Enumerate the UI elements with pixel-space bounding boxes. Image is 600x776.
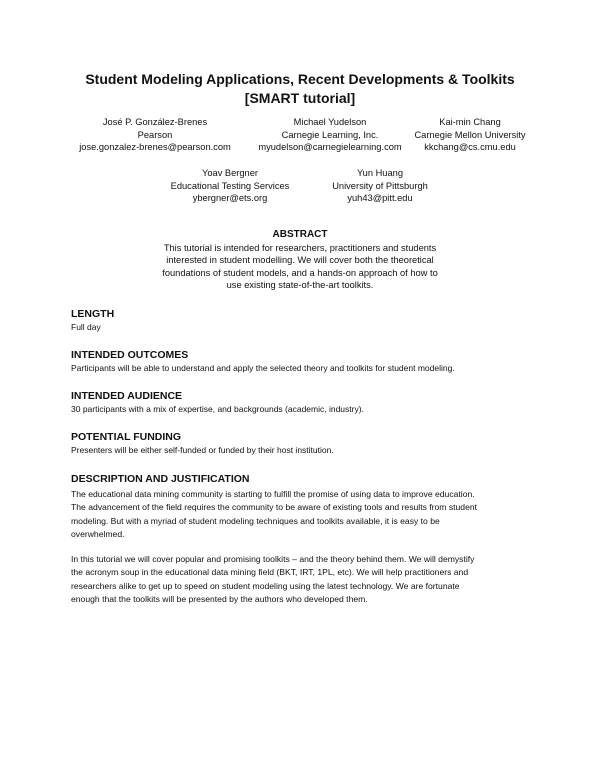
section-heading: LENGTH xyxy=(71,308,115,320)
author-name: Michael Yudelson xyxy=(293,117,367,127)
paragraph-line: overwhelmed. xyxy=(71,528,125,539)
author-affiliation: University of Pittsburgh xyxy=(332,180,428,191)
abstract-line: foundations of student models, and a hands-on approach of how to xyxy=(162,267,438,278)
title-line-1: Student Modeling Applications, Recent Developments & Toolkits xyxy=(85,71,515,87)
author-email: ybergner@ets.org xyxy=(192,193,268,203)
author-name: José P. González-Brenes xyxy=(102,117,208,127)
paragraph-line: The advancement of the field requires the community to be aware of existing tools and results from student xyxy=(71,502,478,513)
abstract-heading: ABSTRACT xyxy=(272,229,328,240)
abstract-line: This tutorial is intended for researchers, practitioners and students xyxy=(163,243,437,253)
description-paragraph-2 xyxy=(71,553,531,606)
author-block xyxy=(75,116,235,154)
author-affiliation: Pearson xyxy=(137,129,173,140)
section-heading: POTENTIAL FUNDING xyxy=(71,431,182,443)
author-block xyxy=(405,116,535,154)
author-email: myudelson@carnegielearning.com xyxy=(258,142,402,152)
author-name: Kai-min Chang xyxy=(439,117,501,127)
section-text: Participants will be able to understand and apply the selected theory and toolkits for student modeling. xyxy=(71,363,455,373)
author-block xyxy=(150,167,310,205)
abstract-line: use existing state-of-the-art toolkits. xyxy=(226,279,374,290)
author-affiliation: Carnegie Mellon University xyxy=(414,129,526,140)
author-email: jose.gonzalez-brenes@pearson.com xyxy=(79,142,231,152)
paper-title xyxy=(0,70,600,108)
author-name: Yoav Bergner xyxy=(202,168,258,178)
section-heading: INTENDED AUDIENCE xyxy=(71,390,183,402)
paragraph-line: The educational data mining community is starting to fulfill the promise of using data to improve education. xyxy=(71,489,475,499)
section-text: Presenters will be either self-funded or funded by their host institution. xyxy=(71,445,334,455)
paragraph-line: researchers alike to get up to speed on student modeling using the latest technology. We are fortunate xyxy=(71,580,460,591)
section-text: Full day xyxy=(71,322,101,332)
abstract-body xyxy=(160,242,440,291)
paragraph-line: In this tutorial we will cover popular and promising toolkits – and the theory behind them. We will demystify xyxy=(71,554,475,564)
paragraph-line: the acronym soup in the educational data mining field (BKT, IRT, 1PL, etc). We will help practitioners and xyxy=(71,567,469,578)
author-block xyxy=(320,167,440,205)
author-affiliation: Educational Testing Services xyxy=(170,180,290,191)
author-name: Yun Huang xyxy=(356,168,403,178)
section-heading: INTENDED OUTCOMES xyxy=(71,349,189,361)
author-block xyxy=(250,116,410,154)
description-paragraph-1 xyxy=(71,488,531,541)
abstract-line: interested in student modelling. We will cover both the theoretical xyxy=(166,255,434,266)
author-affiliation: Carnegie Learning, Inc. xyxy=(281,129,379,140)
section-text: 30 participants with a mix of expertise, and backgrounds (academic, industry). xyxy=(71,404,364,414)
author-email: yuh43@pitt.edu xyxy=(347,193,413,203)
paragraph-line: modeling. But with a myriad of student modeling techniques and toolkits available, it is easy to be xyxy=(71,515,440,526)
description-heading: DESCRIPTION AND JUSTIFICATION xyxy=(71,473,250,485)
title-line-2: [SMART tutorial] xyxy=(244,90,356,106)
paragraph-line: enough that the toolkits will be presented by the authors who developed them. xyxy=(71,593,368,604)
author-email: kkchang@cs.cmu.edu xyxy=(424,142,516,152)
